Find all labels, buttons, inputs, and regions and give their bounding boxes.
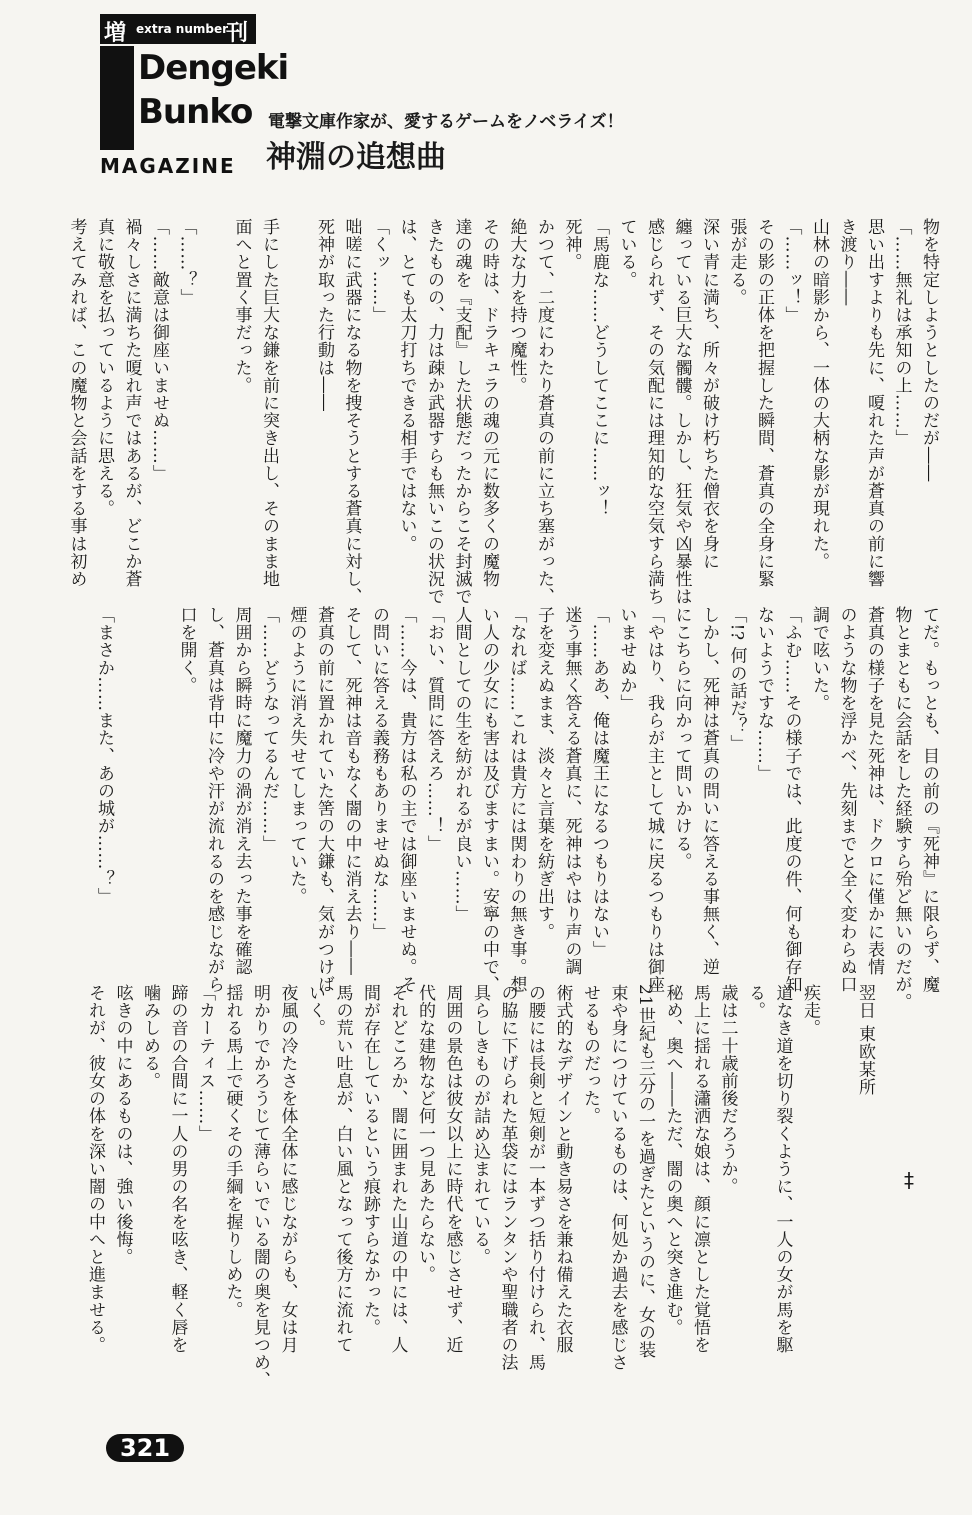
text-line: 「馬鹿な……どうしてここに……ッ！ [589,218,609,518]
text-line: 呟きの中にあるものは、強い後悔。 [112,984,133,1266]
text-line: ないようですな……」 [754,606,774,782]
text-line: 死神。 [561,218,582,271]
text-line: 蹄の音の合間に一人の男の名を呟き、軽く唇を [167,984,188,1354]
text-line: 物を特定しようとしたのだが―― [919,218,939,482]
text-line: 「……どうなってるんだ……」 [259,606,279,853]
text-line: 「まさか……また、あの城が……？」 [94,606,114,906]
page-number: 321 [106,1434,184,1462]
text-line [200,218,228,586]
text-line [823,984,851,1374]
text-line: 具らしきものが詰め込まれている。 [470,984,490,1266]
text-line: は、とても太刀打ちできる相手ではない。 [396,218,417,553]
text-line: 「おい、質問に答えろ……！」 [424,606,444,853]
text-line: 「ふむ……その様子では、此度の件、何も御存知 [781,606,802,994]
text-line: る。 [745,984,765,1020]
text-line: 「!? 何の話だ？」 [726,606,747,753]
text-line: の腰には長剣と短剣が一本ずつ括り付けられ、馬 [525,984,545,1372]
text-line: 噛みしめる。 [140,984,160,1090]
text-line: 馬の荒い吐息が、白い風となって後方に流れて [332,984,353,1354]
text-line: いく。 [305,984,325,1037]
text-line: 道なき道を切り裂くように、一人の女が馬を駆 [772,984,793,1354]
text-line: 「……無礼は承知の上……」 [891,218,912,447]
text-line: 口を開く。 [176,606,197,694]
text-line: 「……ッ！」 [781,218,802,324]
text-line: い人の少女にも害は及びますまい。安寧の中で、 [479,606,499,994]
logo-word-magazine: MAGAZINE [100,154,236,178]
text-line: その影の正体を把握した瞬間、蒼真の全身に緊 [754,218,774,588]
text-line: 人間としての生を紡がれるが良い……」 [451,606,472,923]
series-tagline: 電撃文庫作家が、愛するゲームをノベライズ！ [268,112,624,132]
text-line: の脇に下げられた革袋にはランタンや聖職者の法 [497,984,518,1372]
text-line: 面へと置く事だった。 [231,218,252,394]
text-line: かつて、二度にわたり蒼真の前に立ち塞がった、 [534,218,554,606]
text-line: 達の魂を『支配』した状態だったからこそ封滅で [451,218,472,606]
text-line: 子を変えぬまま、淡々と言葉を紡ぎ出す。 [534,606,554,941]
text-line [117,606,145,964]
text-line: しかし、死神は蒼真の問いに答える事無く、逆 [699,606,719,976]
text-line: 間が存在しているという痕跡すらなかった。 [360,984,380,1336]
text-line: その時は、ドラキュラの魂の元に数多くの魔物 [479,218,499,588]
dengeki-bunko-magazine-logo [100,14,289,178]
text-line: 「なれば……これは貴方には関わりの無き事。想 [506,606,527,994]
text-line: 秘め、奥へ――ただ、闇の奥へと突き進む。 [662,984,683,1336]
text-line: 手にした巨大な鎌を前に突き出し、そのまま地 [259,218,279,588]
story-title: 神淵の追想曲 [266,140,446,175]
text-line: 束や身につけているものは、何処か過去を感じさ [607,984,628,1372]
text-line: 纏っている巨大な髑髏。しかし、狂気や凶暴性は [671,218,692,606]
text-line: にこちらに向かって問いかける。 [671,606,692,870]
text-line: 周囲の景色は彼女以上に時代を感じさせず、近 [442,984,463,1354]
text-line: 煙のように消え失せてしまっていた。 [286,606,307,906]
text-line: 山林の暗影から、一体の大柄な影が現れた。 [809,218,829,570]
text-line: 「カーティス……」 [195,984,215,1143]
text-line: 真に敬意を払っているように思える。 [94,218,114,518]
text-line: 蒼真の前に置かれていた筈の大鎌も、気がつけば [314,606,334,994]
text-line: せるものだった。 [580,984,600,1125]
text-line: 馬上に揺れる瀟洒な娘は、顔に凛とした覚悟を [690,984,710,1354]
text-line [282,218,310,586]
text-line: 周囲から瞬時に魔力の渦が消え去った事を確認 [231,606,252,976]
text-line: 21世紀も三分の一を過ぎたというのに、女の装 [635,984,655,1359]
text-line: そして、死神は音もなく闇の中に消え去り―― [341,606,362,976]
text-line: 考えてみれば、この魔物と会話をする事は初め [66,218,87,588]
text-line: 深い青に満ち、所々が破け朽ちた僧衣を身に [699,218,719,570]
text-line: 感じられず、その気配には理知的な空気すら満ち [644,218,664,606]
section-break-mark: ‡ [904,1168,914,1192]
text-line: 代的な建物など何一つ見あたらない。 [415,984,435,1284]
text-line: 蒼真の様子を見た死神は、ドクロに僅かに表情 [864,606,884,976]
text-line: 物とまともに会話をした経験すら殆ど無いのだが。 [891,606,912,1011]
text-tier-1 [66,218,942,606]
text-line: 翌日 東欧某所 [855,984,875,1096]
text-line: 「やはり、我らが主として城に戻るつもりは御座 [644,606,664,994]
text-line: 「……ああ、俺は魔王になるつもりはない」 [589,606,609,958]
text-line: 術式的なデザインと動き易さを兼ね備えた衣服 [552,984,573,1354]
text-line: 明かりでかろうじて薄らいでいる闇の奥を見つめ、 [250,984,270,1389]
logo-extra-number: extra number [136,22,229,36]
text-line: ている。 [616,218,637,289]
text-line: 「……今は、貴方は私の主では御座いませぬ。そ [396,606,417,994]
text-line: 張が走る。 [726,218,747,306]
text-line: 疾走。 [800,984,820,1037]
text-line: 「くッ……」 [369,218,389,324]
text-line: 死神が取った行動は―― [314,218,334,412]
text-line: 咄嗟に武器になる物を捜そうとする蒼真に対し、 [341,218,362,606]
text-line: いませぬか」 [616,606,637,712]
text-line: てだ。もっとも、目の前の『死神』に限らず、魔 [919,606,939,994]
logo-kan: 刊 [226,21,249,46]
text-line: きたものの、力は疎か武器すらも無いこの状況で [424,218,444,606]
text-line: し、蒼真は背中に冷や汗が流れるのを感じながら [204,606,224,994]
text-line: 絶大な力を持つ魔性。 [506,218,527,394]
text-line: 迷う事無く答える蒼真に、死神はやはり声の調 [561,606,582,976]
text-line: 「……敵意は御座いませぬ……」 [149,218,169,482]
logo-word-bunko: Bunko [138,92,253,132]
text-line: 揺れる馬上で硬くその手綱を握りしめた。 [222,984,243,1319]
text-line: 禍々しさに満ちた嗄れ声ではあるが、どこか蒼 [121,218,142,588]
text-line: 調で呟いた。 [809,606,829,712]
text-line: 歳は二十歳前後だろうか。 [717,984,738,1196]
text-line: 思い出すよりも先に、嗄れた声が蒼真の前に響 [864,218,884,588]
text-line: 夜風の冷たさを体全体に感じながらも、女は月 [277,984,298,1354]
text-line: それどころか、闇に囲まれた山道の中には、人 [387,984,408,1354]
text-line [145,606,173,964]
logo-block [100,46,134,150]
text-line: き渡り―― [836,218,857,306]
logo-word-dengeki: Dengeki [138,48,289,88]
logo-zou: 増 [104,21,127,46]
text-line: のような物を浮かべ、先刻までと全く変わらぬ口 [836,606,857,994]
text-line: それが、彼女の体を深い闇の中へと進ませる。 [85,984,105,1354]
text-tier-3 [85,984,878,1389]
text-line: 「……？」 [176,218,197,306]
text-line: の問いに答える義務もありませぬな……」 [369,606,389,941]
